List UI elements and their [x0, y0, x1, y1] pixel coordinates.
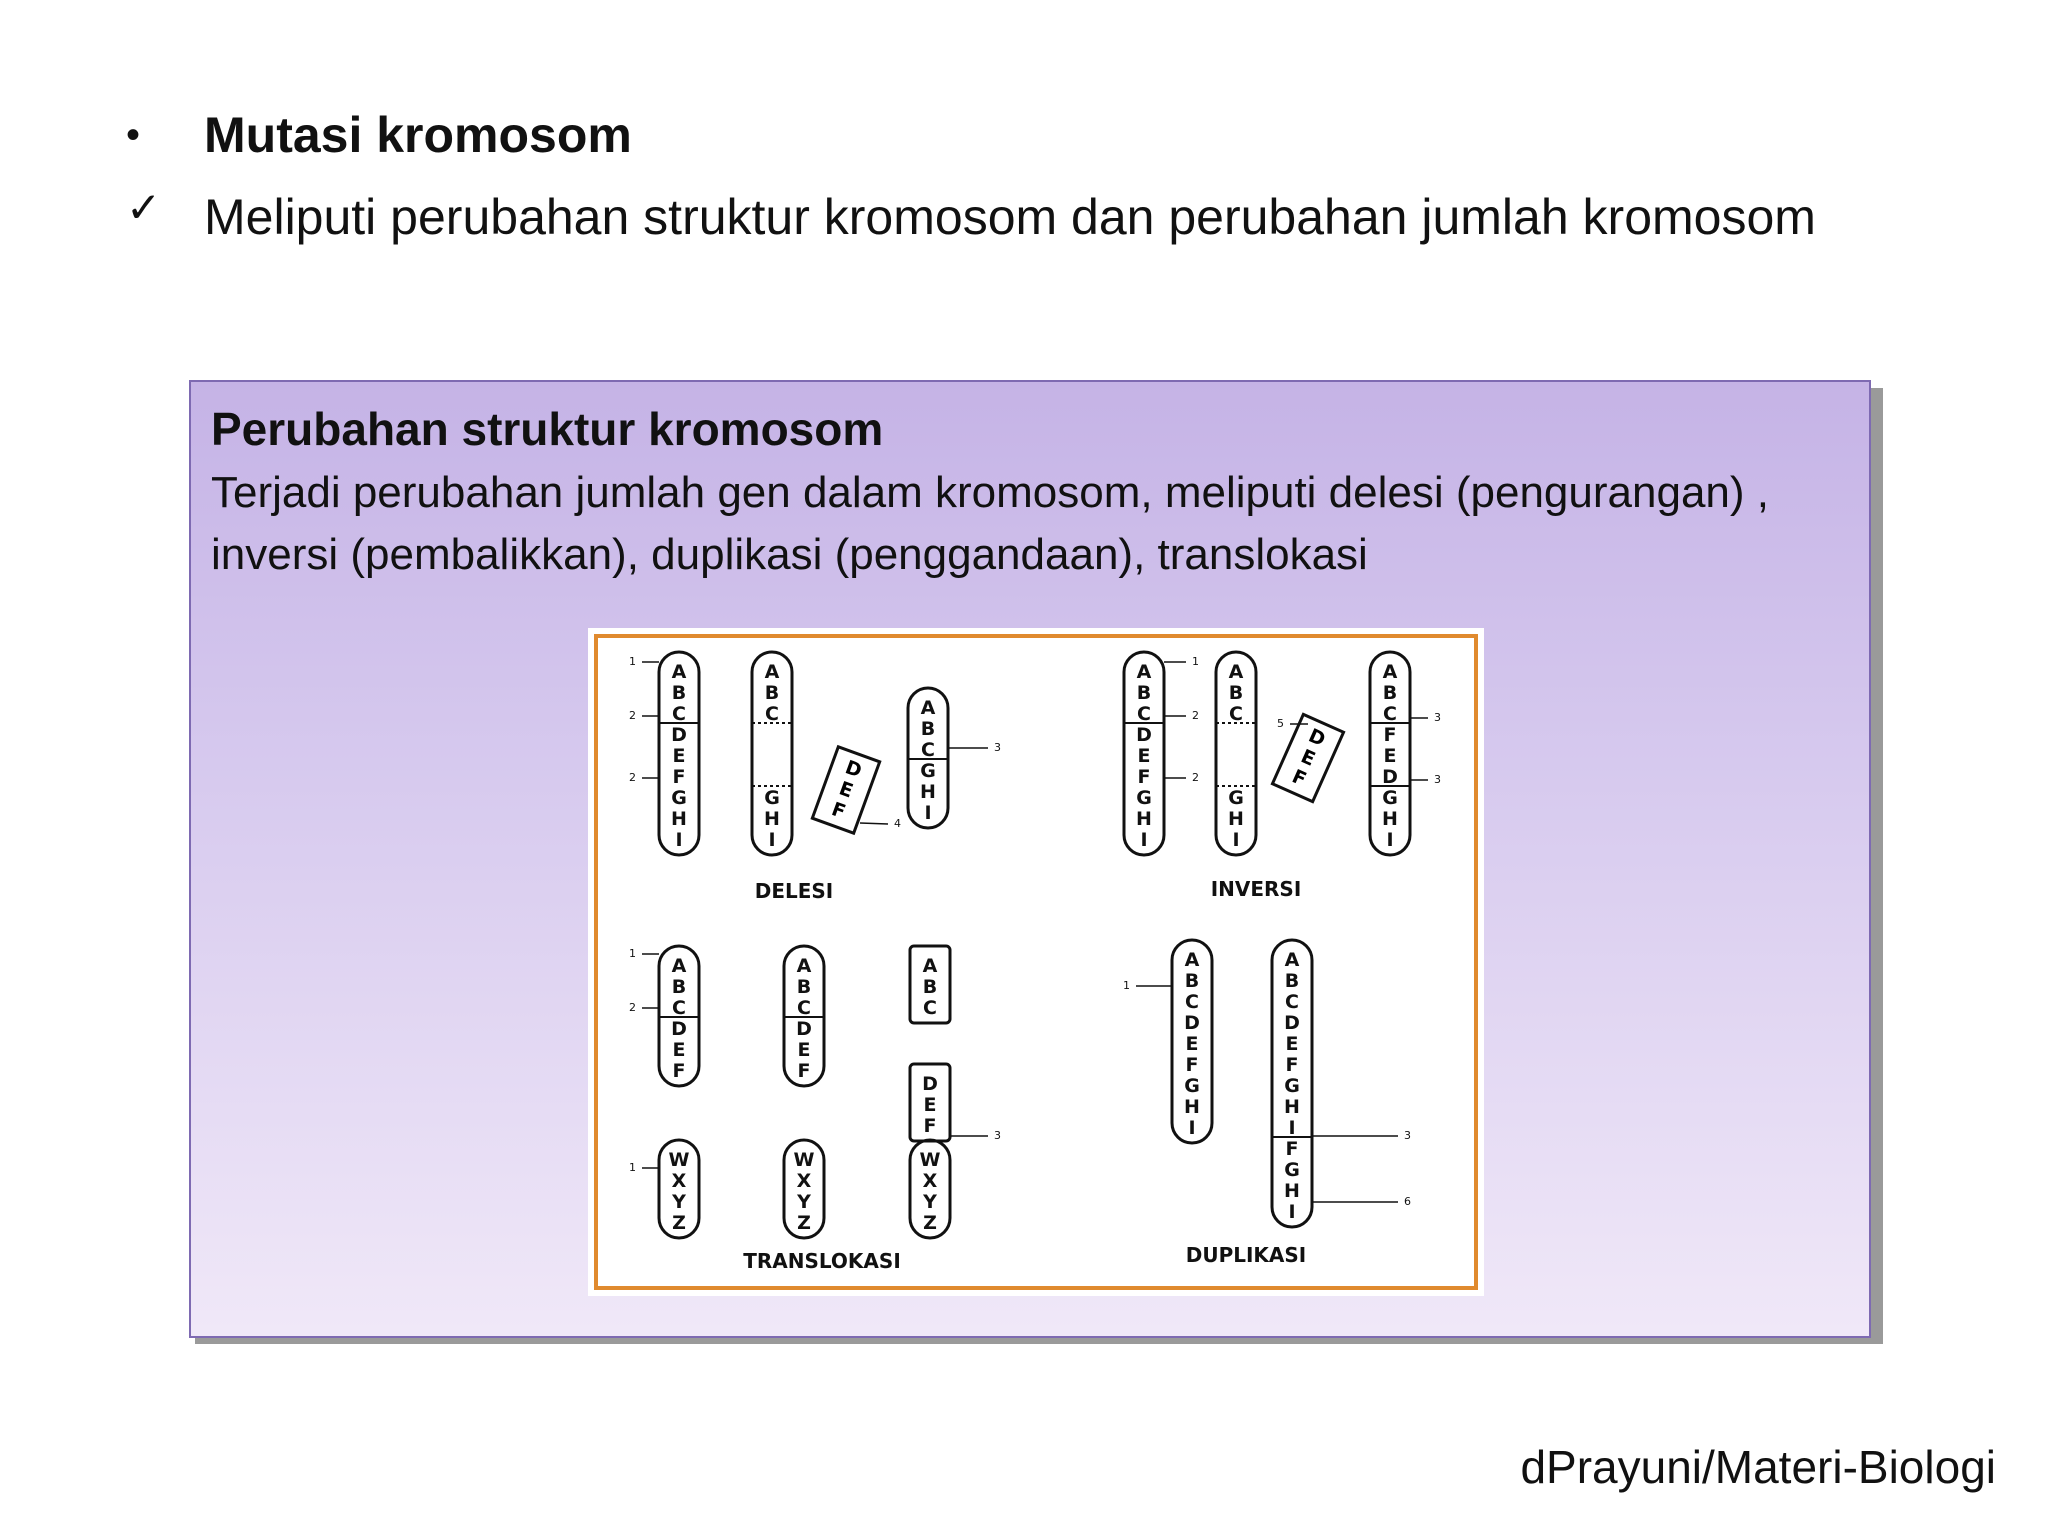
translokasi-chromosome-2-gene: D [796, 1018, 812, 1040]
delesi-fragment-gene: E [836, 777, 856, 803]
translokasi-chromosome-2-gene: A [796, 955, 812, 977]
translokasi-chromosome-2-gene: E [797, 1039, 811, 1061]
duplikasi-chromosome-2-gene: F [1285, 1138, 1299, 1160]
inversi-pointer-number: 3 [1434, 773, 1441, 786]
translokasi-chromosome-6-gene: X [922, 1170, 938, 1192]
inversi-chromosome-3-gene: F [1383, 724, 1397, 746]
inversi-pointer-number: 5 [1277, 717, 1284, 730]
translokasi-chromosome-4-gene: X [671, 1170, 687, 1192]
translokasi-chromosome-2-gene: F [797, 1060, 811, 1082]
translokasi-pointer-number: 3 [994, 1129, 1001, 1142]
translokasi-chromosome-3b-gene: E [923, 1094, 937, 1116]
delesi-chromosome-3-gene: I [924, 802, 932, 824]
inversi-pointer-number: 2 [1192, 709, 1199, 722]
delesi-pointer-number: 4 [894, 817, 901, 830]
delesi-pointer-number: 2 [629, 771, 636, 784]
inversi-chromosome-1-gene: F [1137, 766, 1151, 788]
delesi-chromosome-2-gene: B [764, 682, 780, 704]
translokasi-pointer-number: 2 [629, 1001, 636, 1014]
inversi-chromosome-3-gene: D [1382, 766, 1398, 788]
inversi-chromosome-3-gene: H [1382, 808, 1398, 830]
inversi-chromosome-1-gene: E [1137, 745, 1151, 767]
translokasi-chromosome-6-gene: Y [923, 1191, 937, 1213]
duplikasi-chromosome-2-gene: G [1284, 1159, 1300, 1181]
bullet-marker: • [126, 112, 141, 157]
delesi-chromosome-3-gene: B [920, 718, 936, 740]
inversi-chromosome-2-gene: C [1229, 703, 1243, 725]
translokasi-chromosome-6-gene: W [919, 1149, 941, 1171]
translokasi-chromosome-1-gene: F [672, 1060, 686, 1082]
translokasi-chromosome-5-gene: X [796, 1170, 812, 1192]
delesi-pointer [860, 823, 888, 824]
duplikasi-pointer-number: 1 [1123, 979, 1130, 992]
duplikasi-chromosome-2-gene: I [1288, 1117, 1296, 1139]
duplikasi-chromosome-2-gene: C [1285, 991, 1299, 1013]
inversi-chromosome-3-gene: I [1386, 829, 1394, 851]
delesi-chromosome-1-gene: E [672, 745, 686, 767]
inversi-chromosome-3-gene: G [1382, 787, 1398, 809]
inversi-chromosome-1-gene: B [1136, 682, 1152, 704]
delesi-pointer-number: 1 [629, 655, 636, 668]
inversi-fragment-gene: D [1305, 724, 1329, 752]
inversi-pointer-number: 2 [1192, 771, 1199, 784]
duplikasi-pointer-number: 6 [1404, 1195, 1411, 1208]
delesi-chromosome-3-gene: H [920, 781, 936, 803]
inversi-chromosome-1-gene: I [1140, 829, 1148, 851]
label-duplikasi: DUPLIKASI [1185, 1243, 1307, 1267]
bullet-heading: Mutasi kromosom [204, 107, 632, 163]
duplikasi-chromosome-1-gene: H [1184, 1096, 1200, 1118]
label-delesi: DELESI [754, 879, 834, 903]
duplikasi-chromosome-1-gene: D [1184, 1012, 1200, 1034]
delesi-chromosome-1-gene: G [671, 787, 687, 809]
label-translokasi: TRANSLOKASI [743, 1249, 901, 1273]
duplikasi-chromosome-2-gene: F [1285, 1054, 1299, 1076]
inversi-chromosome-3-gene: A [1382, 661, 1398, 683]
bullet-text: Meliputi perubahan struktur kromosom dan perubahan jumlah kromosom [204, 189, 1816, 245]
delesi-chromosome-3-gene: A [920, 697, 936, 719]
duplikasi-chromosome-1-gene: F [1185, 1054, 1199, 1076]
inversi-fragment-gene: E [1297, 745, 1319, 771]
translokasi-chromosome-4-gene: Z [672, 1212, 686, 1234]
panel-title: Perubahan struktur kromosom [211, 403, 884, 455]
duplikasi-chromosome-2-gene: I [1288, 1201, 1296, 1223]
chromosome-mutation-figure [588, 628, 1484, 1296]
chromosome-diagram [588, 628, 1484, 1296]
delesi-chromosome-3-gene: G [920, 760, 936, 782]
translokasi-chromosome-1-gene: E [672, 1039, 686, 1061]
translokasi-pointer-number: 1 [629, 947, 636, 960]
inversi-chromosome-1-gene: A [1136, 661, 1152, 683]
delesi-pointer-number: 2 [629, 709, 636, 722]
checkmark-icon: ✓ [126, 183, 162, 231]
inversi-chromosome-2-gene: B [1228, 682, 1244, 704]
translokasi-chromosome-6-gene: Z [923, 1212, 937, 1234]
translokasi-chromosome-3a-gene: A [922, 955, 938, 977]
duplikasi-chromosome-1-gene: I [1188, 1117, 1196, 1139]
inversi-chromosome-1-gene: C [1137, 703, 1151, 725]
duplikasi-chromosome-2-gene: H [1284, 1180, 1300, 1202]
inversi-chromosome-2-gene: A [1228, 661, 1244, 683]
inversi-pointer-number: 3 [1434, 711, 1441, 724]
duplikasi-chromosome-1-gene: E [1185, 1033, 1199, 1055]
duplikasi-chromosome-2-gene: D [1284, 1012, 1300, 1034]
translokasi-chromosome-1-gene: C [672, 997, 686, 1019]
translokasi-chromosome-3a-gene: B [922, 976, 938, 998]
inversi-chromosome-1-gene: H [1136, 808, 1152, 830]
translokasi-chromosome-1-gene: D [671, 1018, 687, 1040]
delesi-chromosome-3-gene: C [921, 739, 935, 761]
footer-credit: dPrayuni/Materi-Biologi [1520, 1441, 1996, 1493]
delesi-chromosome-2-gene: H [764, 808, 780, 830]
delesi-chromosome-1-gene: D [671, 724, 687, 746]
inversi-chromosome-2-gene: I [1232, 829, 1240, 851]
delesi-chromosome-1-gene: A [671, 661, 687, 683]
duplikasi-chromosome-2-gene: H [1284, 1096, 1300, 1118]
duplikasi-chromosome-2-gene: G [1284, 1075, 1300, 1097]
delesi-fragment-gene: F [828, 798, 849, 824]
delesi-chromosome-1-gene: B [671, 682, 687, 704]
duplikasi-chromosome-1-gene: C [1185, 991, 1199, 1013]
delesi-chromosome-2-gene: I [768, 829, 776, 851]
delesi-chromosome-1-gene: I [675, 829, 683, 851]
inversi-fragment-gene: F [1288, 765, 1310, 791]
inversi-pointer-number: 1 [1192, 655, 1199, 668]
delesi-chromosome-1-gene: H [671, 808, 687, 830]
delesi-chromosome-1-gene: C [672, 703, 686, 725]
inversi-chromosome-1-gene: D [1136, 724, 1152, 746]
translokasi-chromosome-1-gene: A [671, 955, 687, 977]
duplikasi-chromosome-1-gene: B [1184, 970, 1200, 992]
delesi-chromosome-2-gene: A [764, 661, 780, 683]
translokasi-chromosome-3a-gene: C [923, 997, 937, 1019]
translokasi-chromosome-3b-gene: F [923, 1115, 937, 1137]
duplikasi-chromosome-1-gene: A [1184, 949, 1200, 971]
translokasi-chromosome-2-gene: C [797, 997, 811, 1019]
duplikasi-chromosome-1-gene: G [1184, 1075, 1200, 1097]
delesi-chromosome-1-gene: F [672, 766, 686, 788]
duplikasi-chromosome-2-gene: B [1284, 970, 1300, 992]
inversi-chromosome-3-gene: B [1382, 682, 1398, 704]
panel-body: Terjadi perubahan jumlah gen dalam kromosom, meliputi delesi (pengurangan) , inversi (pembalikkan), duplikasi (penggandaan), translokasi [211, 468, 1769, 579]
translokasi-chromosome-4-gene: Y [672, 1191, 686, 1213]
translokasi-chromosome-5-gene: W [793, 1149, 815, 1171]
delesi-fragment-gene: D [842, 756, 865, 783]
delesi-chromosome-2-gene: C [765, 703, 779, 725]
inversi-chromosome-2-gene: G [1228, 787, 1244, 809]
translokasi-chromosome-1-gene: B [671, 976, 687, 998]
label-inversi: INVERSI [1210, 877, 1302, 901]
duplikasi-chromosome-2-gene: E [1285, 1033, 1299, 1055]
inversi-chromosome-1-gene: G [1136, 787, 1152, 809]
duplikasi-pointer-number: 3 [1404, 1129, 1411, 1142]
translokasi-chromosome-4-gene: W [668, 1149, 690, 1171]
translokasi-chromosome-5-gene: Y [797, 1191, 811, 1213]
bullet-item-meliputi [126, 183, 1816, 246]
translokasi-chromosome-2-gene: B [796, 976, 812, 998]
delesi-chromosome-2-gene: G [764, 787, 780, 809]
duplikasi-chromosome-2-gene: A [1284, 949, 1300, 971]
translokasi-pointer-number: 1 [629, 1161, 636, 1174]
bullet-item-mutasi [126, 106, 632, 164]
inversi-chromosome-2-gene: H [1228, 808, 1244, 830]
inversi-chromosome-3-gene: E [1383, 745, 1397, 767]
delesi-pointer-number: 3 [994, 741, 1001, 754]
translokasi-chromosome-3b-gene: D [922, 1073, 938, 1095]
inversi-chromosome-3-gene: C [1383, 703, 1397, 725]
translokasi-chromosome-5-gene: Z [797, 1212, 811, 1234]
